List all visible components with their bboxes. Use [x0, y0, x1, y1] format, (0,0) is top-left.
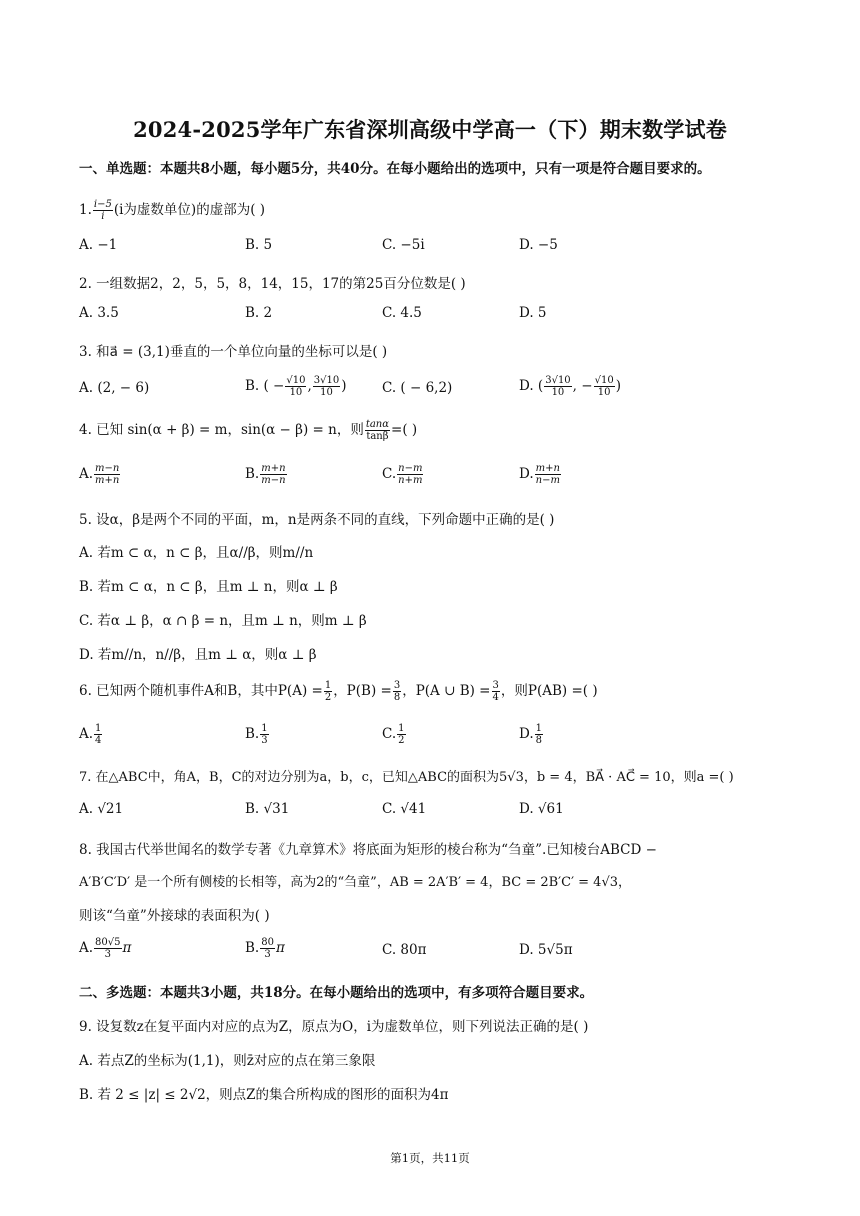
question-1-options: [79, 237, 799, 261]
question-6: 6. 已知两个随机事件A和B，其中P(A) = $\frac{1}{2}$ ，P(B) = $\frac{3}{8}$ ，P(A ∪ B) = $\frac{3}{4}$ ，则P(AB) =( ): [79, 680, 598, 703]
option-c: C. 80π: [382, 942, 427, 958]
option-c: C. −5i: [382, 237, 425, 253]
option-b: B. ( − $\frac{√10}{10}$ , $\frac{3√10}{10}$ ): [245, 375, 347, 398]
option-b: B. $\frac{1}{3}$: [245, 723, 268, 746]
question-8-options: [79, 937, 799, 961]
question-text: (i为虚数单位)的虚部为( ): [113, 202, 266, 218]
question-number: 1.: [79, 202, 92, 218]
question-7-options: [79, 801, 799, 825]
question-6-options: [79, 723, 799, 747]
question-4: 4. 已知 sin(α + β) = m，sin(α − β) = n，则 $\frac{\tan\alpha}{\tan\beta}$ =( ): [79, 419, 418, 442]
option-a: A. $\frac{m-n}{m+n}$: [79, 463, 120, 486]
option-a: A. $\frac{1}{4}$: [79, 723, 102, 746]
option-c: C. 4.5: [382, 305, 422, 321]
question-3-options: [79, 375, 799, 399]
question-8-line-1: 8. 我国古代举世闻名的数学专著《九章算术》将底面为矩形的棱台称为“刍童”.已知棱台ABCD −: [79, 842, 657, 858]
fraction: $\frac{3√10}{10}$: [313, 375, 340, 398]
section-heading-single-choice: 一、单选题：本题共8小题，每小题5分，共40分。在每小题给出的选项中，只有一项是符合题目要求的。: [79, 161, 711, 177]
question-2-options: [79, 305, 799, 329]
option-c: C. 若α ⊥ β，α ∩ β = n，且m ⊥ n，则m ⊥ β: [79, 613, 367, 629]
fraction: $\frac{\tan\alpha}{\tan\beta}$: [365, 419, 390, 442]
option-d: D. ( $\frac{3√10}{10}$ , − $\frac{√10}{10}$ ): [519, 375, 621, 398]
fraction: $\frac{√10}{10}$: [286, 375, 306, 398]
question-4-options: [79, 463, 799, 487]
question-5: 5. 设α，β是两个不同的平面，m，n是两条不同的直线，下列命题中正确的是( ): [79, 512, 555, 528]
option-d: D. 5: [519, 305, 547, 321]
option-b: B. √31: [245, 801, 290, 817]
question-8-line-2: A′B′C′D′ 是一个所有侧棱的长相等，高为2的“刍童”，AB = 2A′B′ = 4，BC = 2B′C′ = 4√3，: [79, 875, 632, 890]
option-b: B. 若m ⊂ α，n ⊂ β，且m ⊥ n，则α ⊥ β: [79, 579, 338, 595]
fraction: $\frac{i-5}{i}$: [93, 199, 112, 222]
fraction: $\frac{√10}{10}$: [594, 375, 614, 398]
option-b: B. 5: [245, 237, 273, 253]
option-a: A. (2, − 6): [79, 380, 150, 396]
option-a: A. −1: [79, 237, 118, 253]
section-heading-multiple-choice: 二、多选题：本题共3小题，共18分。在每小题给出的选项中，有多项符合题目要求。: [79, 985, 594, 1001]
option-a: A. 3.5: [79, 305, 119, 321]
option-b: B. $\frac{m+n}{m-n}$: [245, 463, 286, 486]
option-a: A. $\frac{80√5}{3}$ π: [79, 937, 132, 960]
option-a: A. √21: [79, 801, 124, 817]
question-7: 7. 在△ABC中，角A，B，C的对边分别为a，b，c，已知△ABC的面积为5√3，b = 4，BA⃗ · AC⃗ = 10，则a =( ): [79, 770, 734, 785]
option-d: D. −5: [519, 237, 558, 253]
option-b: B. 2: [245, 305, 273, 321]
page-footer: 第1页，共11页: [390, 1151, 470, 1165]
option-b: B. 若 2 ≤ |z| ≤ 2√2，则点Z的集合所构成的图形的面积为4π: [79, 1087, 449, 1103]
option-d: D. 5√5π: [519, 942, 573, 958]
question-9: 9. 设复数z在复平面内对应的点为Z，原点为O，i为虚数单位，则下列说法正确的是( ): [79, 1019, 589, 1035]
option-b: B. $\frac{80}{3}$ π: [245, 937, 285, 960]
option-a: A. 若m ⊂ α，n ⊂ β，且α//β，则m//n: [79, 545, 314, 561]
page-title: 2024-2025学年广东省深圳高级中学高一（下）期末数学试卷: [133, 117, 727, 142]
question-8-line-3: 则该“刍童”外接球的表面积为( ): [79, 908, 270, 924]
option-c: C. √41: [382, 801, 427, 817]
question-3: 3. 和a⃗ = (3,1)垂直的一个单位向量的坐标可以是( ): [79, 344, 388, 360]
option-c: C. ( − 6,2): [382, 380, 453, 396]
option-d: D. $\frac{m+n}{n-m}$: [519, 463, 560, 486]
option-d: D. 若m//n，n//β，且m ⊥ α，则α ⊥ β: [79, 647, 317, 663]
option-d: D. √61: [519, 801, 564, 817]
option-a: A. 若点Z的坐标为(1,1)，则z̄对应的点在第三象限: [79, 1053, 376, 1069]
question-2: 2. 一组数据2，2，5，5，8，14，15，17的第25百分位数是( ): [79, 276, 466, 292]
option-d: D. $\frac{1}{8}$: [519, 723, 543, 746]
question-1: [79, 198, 265, 222]
fraction: $\frac{3√10}{10}$: [545, 375, 571, 398]
option-c: C. $\frac{n-m}{n+m}$: [382, 463, 423, 486]
option-c: C. $\frac{1}{2}$: [382, 723, 405, 746]
